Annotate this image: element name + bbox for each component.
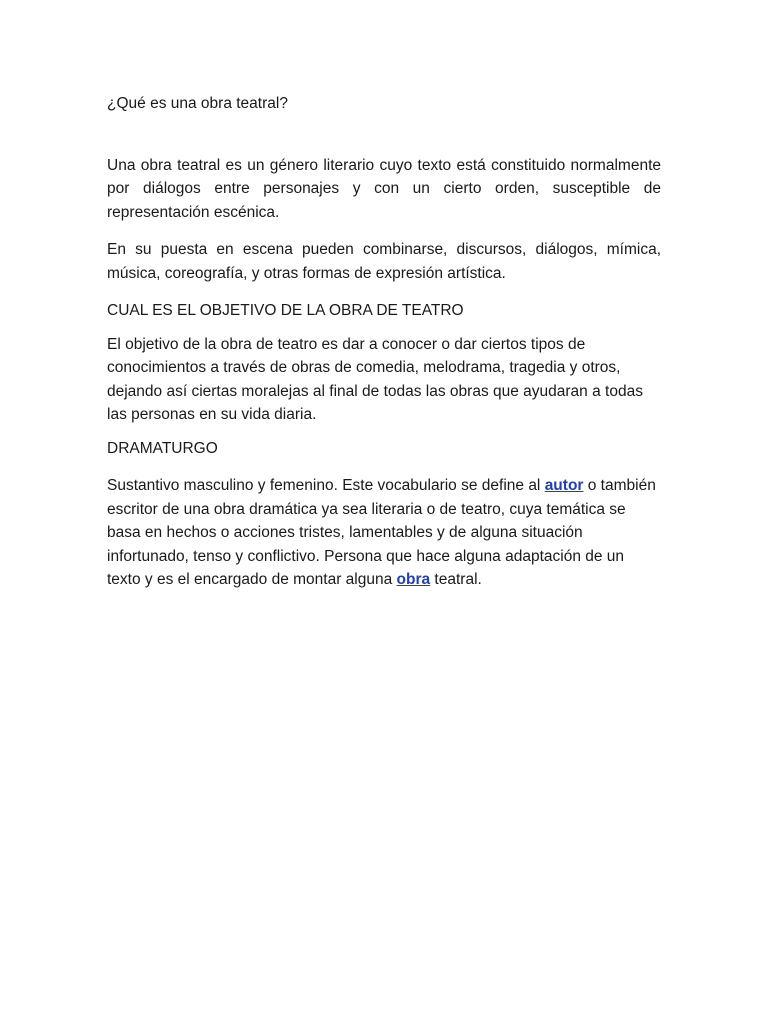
autor-link[interactable]: autor [544, 477, 584, 494]
dramaturgo-paragraph [107, 474, 661, 592]
objective-heading: CUAL ES EL OBJETIVO DE LA OBRA DE TEATRO [107, 302, 464, 319]
document-page [107, 92, 661, 592]
dramaturgo-heading: DRAMATURGO [107, 439, 218, 457]
objective-paragraph: El objetivo de la obra de teatro es dar a conocer o dar ciertos tipos de conocimientos a través de obras de comedia, melodrama, tragedia y otros, dejando así ciertas moralejas al final de todas las obras que ayudaran a todas las personas en su vida diaria. [107, 335, 643, 423]
dramaturgo-text-part3: teatral. [430, 571, 482, 588]
obra-link[interactable]: obra [396, 571, 431, 588]
dramaturgo-text-part1: Sustantivo masculino y femenino. Este vocabulario se define al [107, 477, 545, 494]
staging-paragraph: En su puesta en escena pueden combinarse, discursos, diálogos, mímica, música, coreografía, y otras formas de expresión artística. [107, 241, 661, 282]
question-title: ¿Qué es una obra teatral? [107, 95, 288, 112]
dramaturgo-text-part2: o también escritor de una obra dramática ya sea literaria o de teatro, cuya temática se basa en hechos o acciones tristes, lamentables y de alguna situación infortunado, tenso y conflictivo. Persona que hace alguna adaptación de un texto y es el encargado de montar alguna [107, 477, 656, 588]
definition-paragraph: Una obra teatral es un género literario cuyo texto está constituido normalmente por diálogos entre personajes y con un cierto orden, susceptible de representación escénica. [107, 156, 661, 221]
